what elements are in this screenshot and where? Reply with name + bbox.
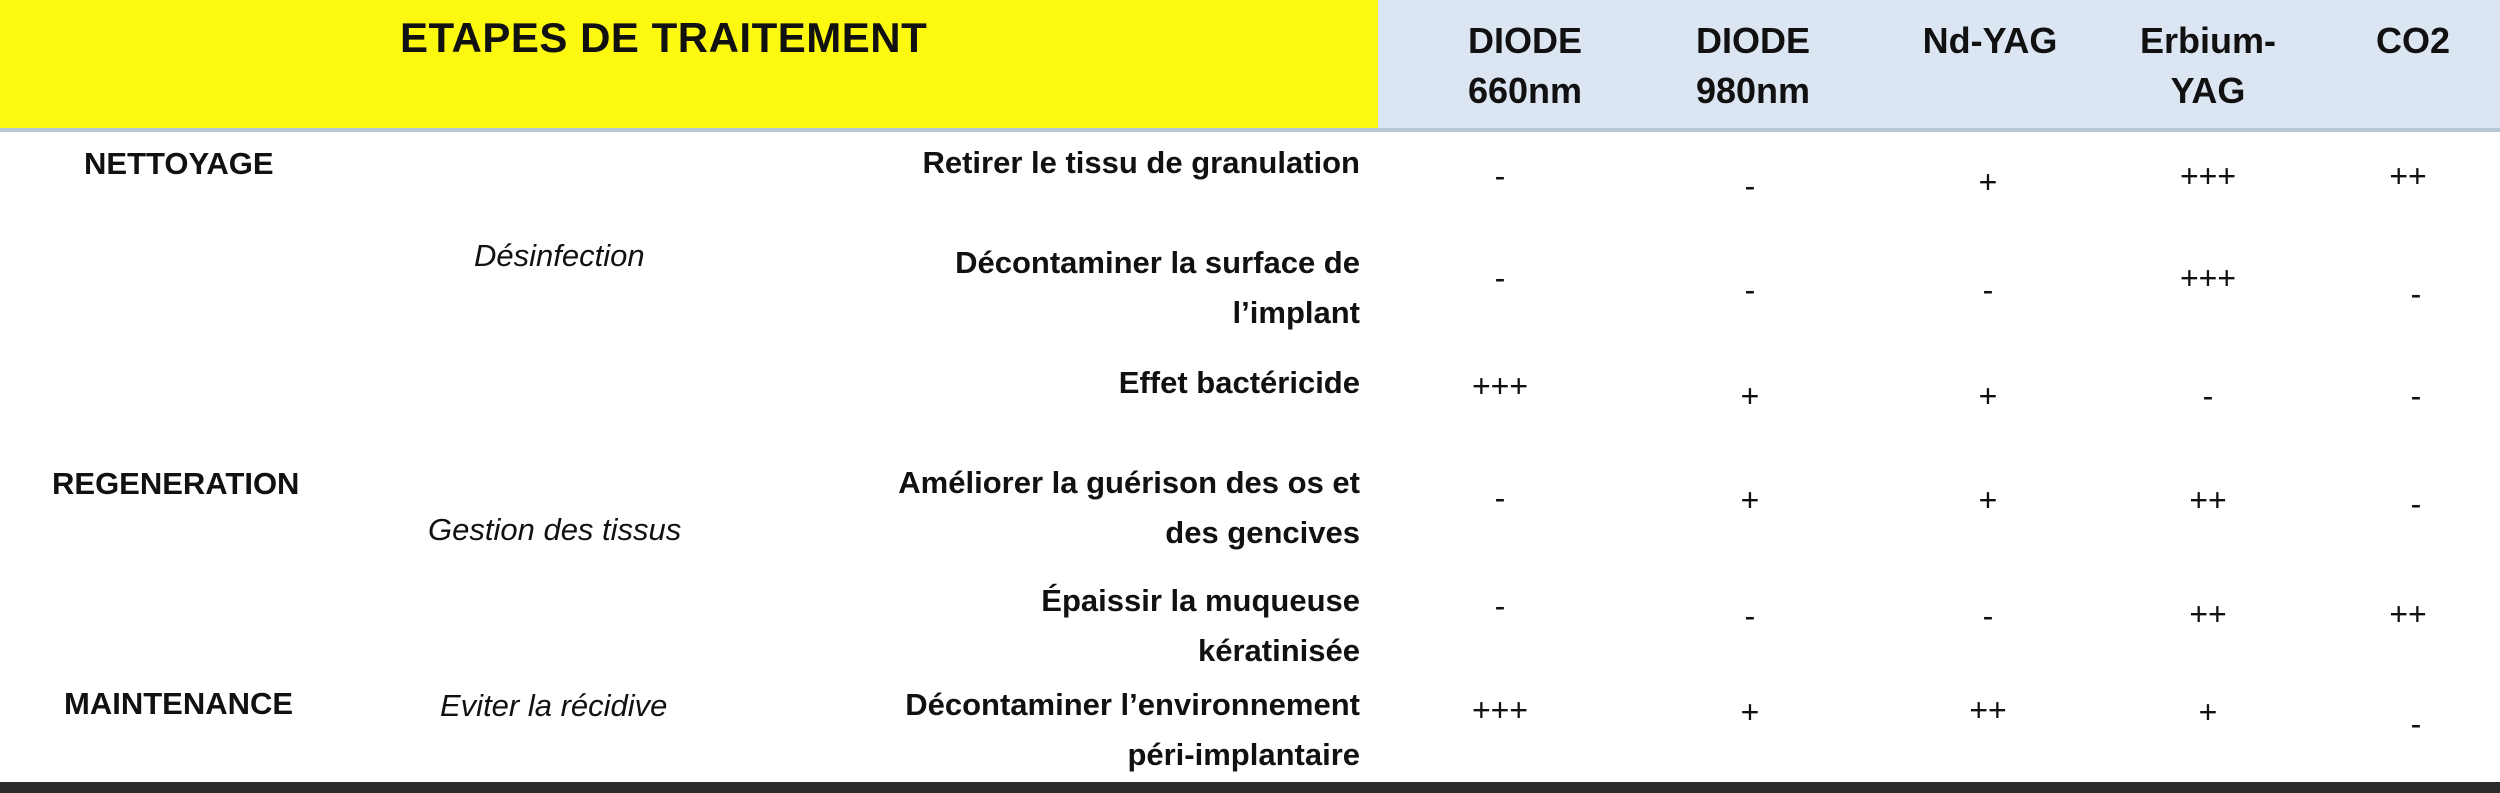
row-action: Améliorer la guérison des os et des gencives [898,465,1360,550]
value-cell: - [1494,158,1506,194]
subcategory-desinfection: Désinfection [474,238,645,273]
value-cell: - [2410,706,2422,742]
value-cell: +++ [1471,692,1529,728]
value-cell: - [2202,378,2214,414]
laser-header-nd-yag: Nd-YAG [1922,20,2058,61]
value-cell: - [1982,598,1994,634]
laser-header-erbium-yag: Erbium- YAG [2139,20,2276,111]
laser-header-diode-980: DIODE 980nm [1695,20,1811,111]
subcategory-gestion-des-tissus: Gestion des tissus [428,512,682,547]
value-cell: + [1978,164,1998,200]
value-cell: + [2198,694,2218,730]
value-cell: ++ [2189,596,2227,632]
value-cell: +++ [2179,158,2237,194]
value-cell: + [1978,378,1998,414]
value-cell: + [1740,378,1760,414]
row-action: Décontaminer la surface de l’implant [955,245,1360,330]
value-cell: + [1740,482,1760,518]
value-cell: - [2410,378,2422,414]
row-action: Décontaminer l’environnement péri-implantaire [905,687,1360,772]
value-cell: ++ [2389,596,2427,632]
value-cell: - [1744,272,1756,308]
header-title: ETAPES DE TRAITEMENT [400,14,928,61]
value-cell: - [1982,272,1994,308]
value-cell: +++ [2179,260,2237,296]
laser-header-diode-660: DIODE 660nm [1467,20,1583,111]
header-divider [0,128,2500,132]
row-action: Effet bactéricide [1118,365,1360,400]
value-cell: - [1494,260,1506,296]
category-nettoyage: NETTOYAGE [84,146,274,181]
value-cell: - [1494,588,1506,624]
value-cell: - [2410,276,2422,312]
subcategory-eviter-la-recidive: Eviter la récidive [440,688,668,723]
value-cell: - [1744,598,1756,634]
category-regeneration: REGENERATION [52,466,300,501]
table-bottom-border [0,782,2500,793]
value-cell: + [1740,694,1760,730]
value-cell: +++ [1471,368,1529,404]
value-cell: - [1744,168,1756,204]
laser-header-co2: CO2 [2375,20,2451,61]
value-cell: ++ [2389,158,2427,194]
category-maintenance: MAINTENANCE [64,686,294,721]
value-cell: ++ [1969,692,2007,728]
value-cell: - [1494,480,1506,516]
value-cell: - [2410,486,2422,522]
value-cell: ++ [2189,482,2227,518]
value-cell: + [1978,482,1998,518]
row-action: Retirer le tissu de granulation [922,145,1360,180]
row-action: Épaissir la muqueuse kératinisée [1041,583,1360,668]
